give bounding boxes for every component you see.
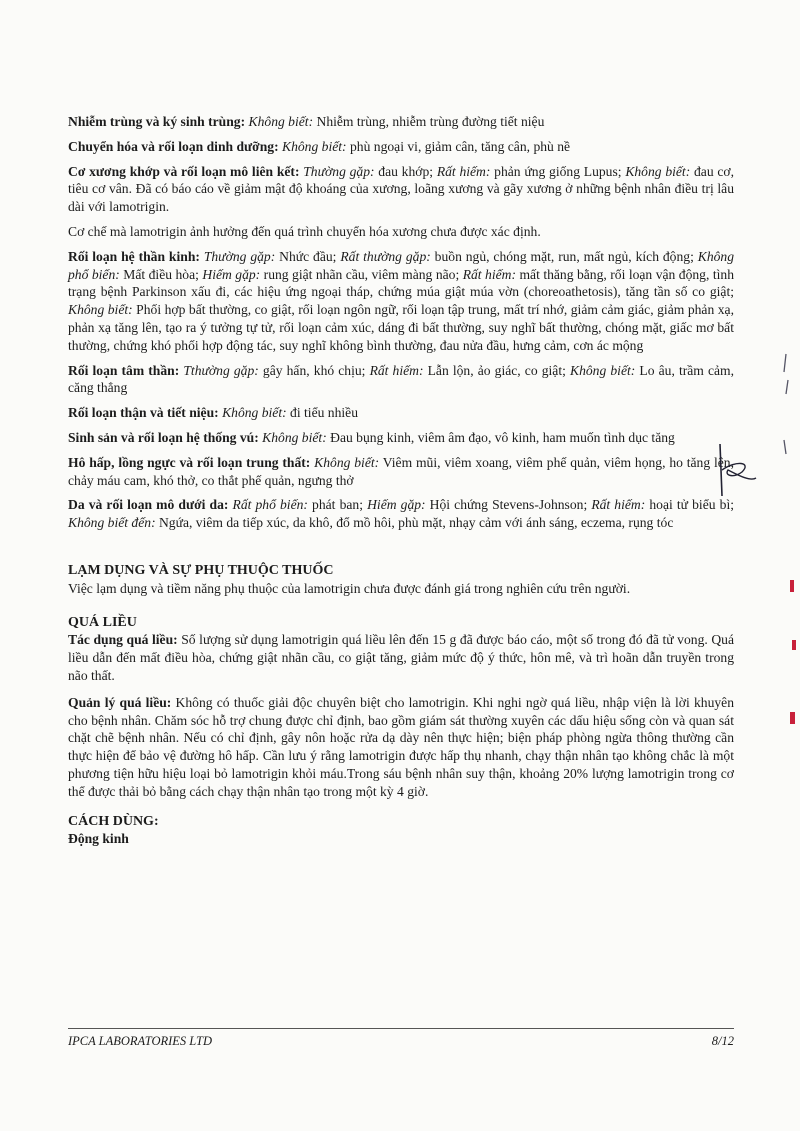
category-label: Rối loạn hệ thần kinh: — [68, 248, 204, 264]
adverse-effect-paragraph — [68, 163, 734, 216]
adverse-effect-paragraph — [68, 362, 734, 398]
effect-text: phù ngoại vi, giảm cân, tăng cân, phù nề — [346, 138, 571, 154]
effect-text: Đau bụng kinh, viêm âm đạo, vô kinh, ham muốn tình dục tăng — [326, 429, 675, 445]
frequency-label: Không biết: — [282, 138, 347, 154]
frequency-label: Rất hiếm: — [462, 266, 516, 282]
frequency-label: Tthường gặp: — [183, 362, 259, 378]
margin-red-marks — [786, 580, 800, 730]
adverse-effect-paragraph — [68, 248, 734, 355]
frequency-label: Không biết: — [625, 163, 691, 179]
category-label: Chuyển hóa và rối loạn dinh dưỡng: — [68, 138, 282, 154]
adverse-effect-paragraph — [68, 113, 734, 131]
effect-text: Lẫn lộn, ảo giác, co giật; — [423, 362, 571, 378]
frequency-label: Không phổ biến: — [68, 248, 735, 282]
effect-text: rung giật nhãn cầu, viêm màng não; — [260, 266, 463, 282]
effect-text: Nhiễm trùng, nhiễm trùng đường tiết niệu — [313, 114, 545, 129]
category-label: Nhiễm trùng và ký sinh trùng: — [68, 114, 249, 129]
overdose-effects-body: Số lượng sử dụng lamotrigin quá liều lên đến 15 g đã được báo cáo, một số trong đó đã tử vong. Quá liều dẫn đến mất điều hòa, chứng giật nhãn cầu, co giật tăng, giảm mức độ ý thức, hôn mê, và trì hoãn dẫn truyền trong não thất. — [68, 632, 734, 683]
abuse-title: LẠM DỤNG VÀ SỰ PHỤ THUỘC THUỐC — [68, 562, 334, 578]
category-label: Cơ xương khớp và rối loạn mô liên kết: — [68, 163, 304, 179]
effect-text: Hội chứng Stevens-Johnson; — [425, 497, 592, 513]
effect-text: Mất điều hòa; — [119, 266, 203, 282]
category-label: Hô hấp, lồng ngực và rối loạn trung thất: — [68, 454, 315, 470]
effect-text: Lo âu, trầm cảm, căng thẳng — [68, 362, 734, 396]
overdose-effects-label: Tác dụng quá liều: — [68, 632, 178, 648]
footer-page-number: 8/12 — [711, 1034, 734, 1048]
effect-text: hoại tử biểu bì; — [645, 497, 734, 513]
frequency-label: Rất hiếm: — [369, 362, 424, 378]
overdose-effects-paragraph — [68, 631, 734, 684]
page-content — [68, 113, 734, 848]
frequency-label: Rất hiếm: — [436, 163, 491, 179]
overdose-management-label: Quản lý quá liều: — [68, 694, 172, 710]
frequency-label: Không biết: — [248, 114, 314, 129]
effect-text: đau khớp; — [374, 163, 437, 179]
overdose-management-body: Không có thuốc giải độc chuyên biệt cho lamotrigin. Khi nghi ngờ quá liều, nhập viện là lời khuyên cho bệnh nhân. Chăm sóc hỗ trợ chung được chỉ định, bao gồm giám sát thường xuyên các dấu hiệu sống còn và quan sát chặt chẽ bệnh nhân. Nếu có chỉ định, gây nôn hoặc rửa dạ dày nên thực hiện; biện pháp phòng ngừa thông thường cần thực hiện để bảo vệ đường hô hấp. Cần lưu ý rằng lamotrigin được hấp thụ nhanh, chạy thận nhân tạo không chắc là một phương tiện hữu hiệu loại bỏ lamotrigin khỏi máu.Trong sáu bệnh nhân suy thận, khoảng 20% lượng lamotrigin trong cơ thể được thải bỏ bằng cách chạy thận nhân tạo trong một kỳ 4 giờ. — [68, 694, 735, 799]
usage-section — [68, 813, 734, 849]
frequency-label: Không biết: — [570, 362, 636, 378]
usage-subtitle: Động kinh — [68, 831, 129, 847]
frequency-label: Không biết đến: — [68, 515, 156, 531]
effect-text: buồn ngủ, chóng mặt, run, mất ngủ, kích động; — [430, 248, 698, 264]
abuse-section — [68, 562, 734, 598]
adverse-effect-paragraph — [68, 429, 734, 447]
effect-text: phản ứng giống Lupus; — [490, 163, 626, 179]
frequency-label: Rất thường gặp: — [340, 248, 431, 264]
effect-text: gây hấn, khó chịu; — [258, 362, 370, 378]
frequency-label: Không biết: — [222, 405, 287, 421]
effect-text: đau cơ, tiêu cơ vân. Đã có báo cáo về giảm mật độ khoáng của xương, loãng xương và gãy xương ở những bệnh nhân điều trị lâu dài với lamotrigin. — [68, 163, 734, 215]
frequency-label: Thường gặp: — [203, 248, 276, 264]
frequency-label: Thường gặp: — [303, 163, 375, 179]
usage-title: CÁCH DÙNG: — [68, 813, 159, 829]
effect-text: đi tiểu nhiều — [286, 405, 359, 421]
effect-text: Nhức đầu; — [275, 248, 341, 264]
adverse-effect-paragraph — [68, 454, 734, 490]
adverse-effect-paragraph — [68, 496, 734, 532]
frequency-label: Rất hiếm: — [591, 497, 646, 513]
frequency-label: Không biết: — [262, 429, 327, 445]
effect-text: Viêm mũi, viêm xoang, viêm phế quản, viêm họng, ho tăng lên, chảy máu cam, khó thở, co thắt phế quản, ngưng thở — [68, 454, 734, 488]
overdose-title: QUÁ LIỀU — [68, 614, 137, 630]
effect-text: Cơ chế mà lamotrigin ảnh hưởng đến quá trình chuyển hóa xương chưa được xác định. — [68, 223, 541, 239]
margin-scan-marks — [772, 350, 800, 470]
effect-text: phát ban; — [307, 497, 368, 513]
frequency-label: Không biết: — [314, 454, 380, 470]
adverse-effect-paragraph — [68, 223, 734, 241]
overdose-section — [68, 614, 734, 801]
adverse-effect-paragraph — [68, 404, 734, 422]
category-label: Rối loạn thận và tiết niệu: — [68, 405, 223, 421]
adverse-effect-paragraph — [68, 138, 734, 156]
footer-company: IPCA LABORATORIES LTD — [68, 1034, 212, 1048]
effect-text: Ngứa, viêm da tiếp xúc, da khô, đổ mồ hôi, phù mặt, nhạy cảm với ánh sáng, eczema, rụng tóc — [155, 515, 674, 531]
frequency-label: Rất phổ biến: — [232, 497, 308, 513]
frequency-label: Hiếm gặp: — [367, 497, 426, 513]
effect-text: mất thăng bằng, rối loạn vận động, tình trạng bệnh Parkinson xấu đi, các hiệu ứng ngoại tháp, chứng múa giật múa vờn (choreoathetosis), tăng tần số co giật; — [68, 266, 734, 300]
category-label: Rối loạn tâm thần: — [68, 362, 184, 378]
handwritten-initial-mark — [706, 440, 766, 500]
frequency-label: Không biết: — [68, 302, 133, 318]
frequency-label: Hiếm gặp: — [202, 266, 261, 282]
abuse-body: Việc lạm dụng và tiềm năng phụ thuộc của lamotrigin chưa được đánh giá trong nghiên cứu trên người. — [68, 580, 631, 596]
overdose-management-paragraph — [68, 694, 734, 801]
adverse-effects-list — [68, 113, 734, 532]
page-footer — [68, 1028, 734, 1049]
category-label: Sinh sản và rối loạn hệ thống vú: — [68, 429, 263, 445]
category-label: Da và rối loạn mô dưới da: — [68, 497, 233, 513]
effect-text: Phối hợp bất thường, co giật, rối loạn ngôn ngữ, rối loạn tập trung, mất trí nhớ, giảm cảm giác, giảm phản xạ, phản xạ tăng lên, tạo ra ý tưởng tự tử, rối loạn cảm xúc, dáng đi bất thường, suy nghĩ bất thường, chóng mặt, giấc mơ bất thường, chứng khó phối hợp động tác, suy nghĩ không bình thường, đau nửa đầu, hưng cảm, cơn ác mộng — [68, 302, 734, 353]
